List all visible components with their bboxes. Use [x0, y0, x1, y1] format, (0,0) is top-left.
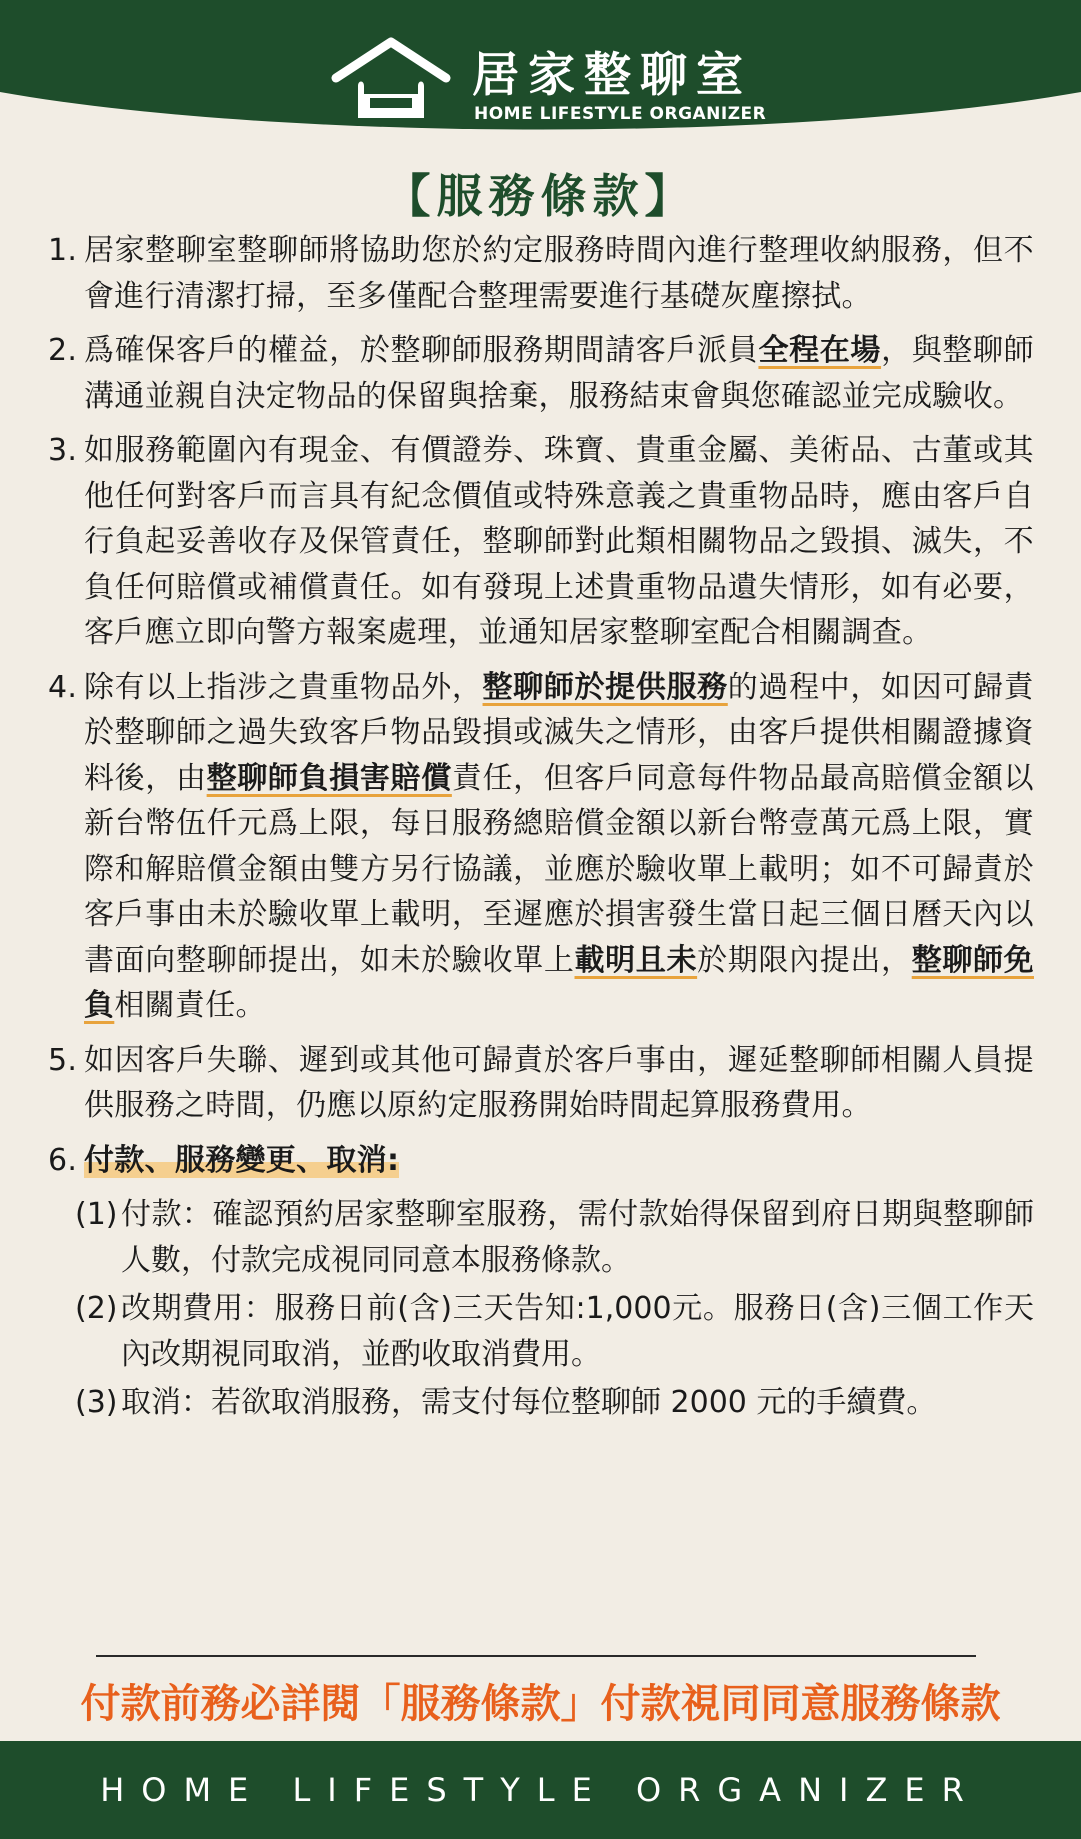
term-number: 4.: [48, 669, 78, 705]
emphasis-text: 載明且未: [574, 942, 698, 978]
subterm-cancel: [75, 1380, 1034, 1426]
brand-name-cn: 居家整聊室: [472, 48, 752, 103]
term-text: 相關責任。: [114, 988, 266, 1023]
house-sofa-icon: [330, 36, 452, 128]
term-text: 除有以上指涉之貴重物品外，: [84, 669, 483, 705]
footer-tagline: HOME LIFESTYLE ORGANIZER: [100, 1771, 981, 1809]
term-text: 的過程中，如因可歸責於整聊師之過失致客戶物品毀損或滅失之情形，由客戶提供相關證據資料後，由: [84, 669, 1034, 796]
subterm-number: (3): [75, 1385, 118, 1420]
term-number: 1.: [48, 233, 78, 268]
subterm-number: (2): [75, 1291, 118, 1326]
term-item-2: [48, 328, 1034, 419]
term-text: ，與整聊師溝通並親自決定物品的保留與捨棄，服務結束會與您確認並完成驗收。: [84, 333, 1034, 414]
payment-notice: 付款前務必詳閱「服務條款」付款視同同意服務條款: [80, 1681, 1001, 1727]
subterm-text: 取消：若欲取消服務，需支付每位整聊師 2000 元的手續費。: [121, 1385, 937, 1420]
term-text: 責任，但客戶同意每件物品最高賠償金額以新台幣伍仟元爲上限，每日服務總賠償金額以新台幣壹萬元爲上限，實際和解賠償金額由雙方另行協議，並應於驗收單上載明；如不可歸責於客戶事由未於驗收單上載明，至遲應於損害發生當日起三個日曆天內以書面向整聊師提出，如未於驗收單上: [84, 760, 1034, 978]
subterm-number: (1): [75, 1197, 118, 1232]
subterm-reschedule: [75, 1286, 1034, 1377]
emphasis-text: 全程在場: [758, 333, 882, 368]
term-item-4: [48, 665, 1034, 1029]
term-item-5: [48, 1038, 1034, 1129]
term-text: 如因客戶失聯、遲到或其他可歸責於客戶事由，遲延整聊師相關人員提供服務之時間，仍應以原約定服務開始時間起算服務費用。: [84, 1042, 1034, 1123]
footer-bar: [0, 1741, 1081, 1839]
term-text: 如服務範圍內有現金、有價證券、珠寶、貴重金屬、美術品、古董或其他任何對客戶而言具有紀念價值或特殊意義之貴重物品時，應由客戶自行負起妥善收存及保管責任，整聊師對此類相關物品之毀損、滅失，不負任何賠償或補償責任。如有發現上述貴重物品遺失情形，如有必要，客戶應立即向警方報案處理，並通知居家整聊室配合相關調查。: [84, 433, 1034, 650]
subterm-text: 付款：確認預約居家整聊室服務，需付款始得保留到府日期與整聊師人數，付款完成視同同意本服務條款。: [121, 1197, 1034, 1278]
term-item-6: [48, 1138, 1034, 1184]
terms-list: [48, 228, 1034, 1429]
brand-name-en: HOME LIFESTYLE ORGANIZER: [474, 104, 767, 124]
divider: [96, 1655, 976, 1657]
term-text: 於期限內提出，: [697, 942, 912, 978]
term-number: 6.: [48, 1142, 78, 1178]
term-item-1: [48, 228, 1034, 319]
subterm-payment: [75, 1192, 1034, 1283]
term-number: 2.: [48, 333, 78, 368]
term-number: 3.: [48, 433, 78, 468]
term-number: 5.: [48, 1042, 78, 1078]
term-text: 居家整聊室整聊師將協助您於約定服務時間內進行整理收納服務，但不會進行清潔打掃，至多僅配合整理需要進行基礎灰塵擦拭。: [84, 233, 1034, 314]
emphasis-text: 整聊師負損害賠償: [206, 760, 452, 796]
page-title: 【服務條款】: [384, 169, 697, 223]
term-heading: 付款、服務變更、取消:: [84, 1142, 400, 1178]
emphasis-text: 整聊師免負: [84, 942, 1034, 1023]
emphasis-text: 整聊師於提供服務: [482, 669, 728, 705]
term-item-3: [48, 428, 1034, 656]
payment-subterms: [48, 1192, 1034, 1426]
subterm-text: 改期費用：服務日前(含)三天告知:1,000元。服務日(含)三個工作天內改期視同取消，並酌收取消費用。: [121, 1291, 1034, 1372]
term-text: 爲確保客戶的權益，於整聊師服務期間請客戶派員: [84, 333, 759, 368]
